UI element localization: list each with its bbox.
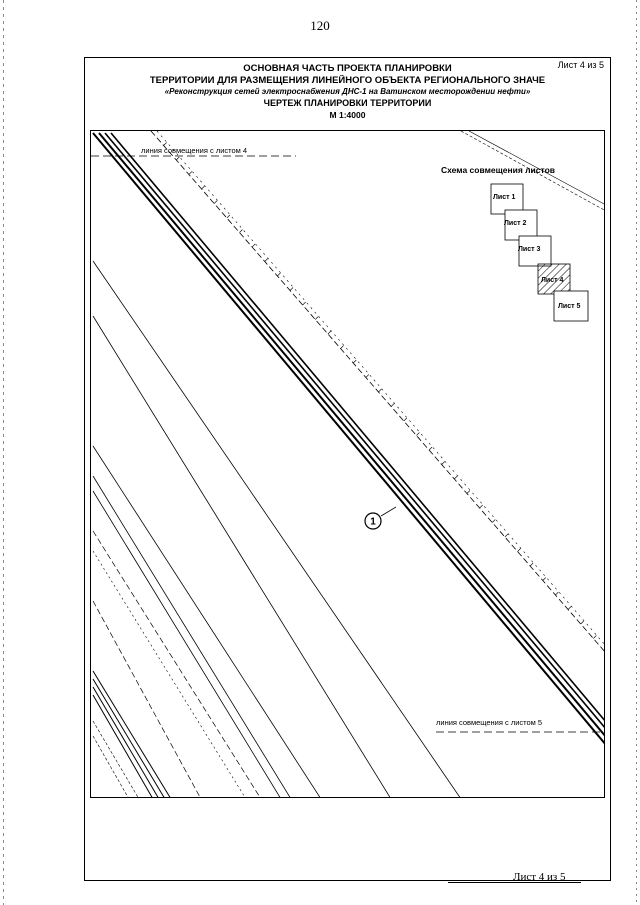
- title-block: [85, 58, 610, 128]
- page-number: 120: [310, 18, 330, 33]
- boundary-tick: [202, 186, 205, 189]
- boundary-tick: [530, 563, 533, 566]
- inset-sheet-4: Лист 4: [541, 277, 564, 284]
- match-line-top: [91, 146, 296, 156]
- boundary-tick: [480, 505, 483, 508]
- title-line-1: ОСНОВНАЯ ЧАСТЬ ПРОЕКТА ПЛАНИРОВКИ: [243, 63, 452, 74]
- project-name: «Реконструкция сетей электроснабжения ДНС-1 на Ватинском месторождении нефти»: [164, 87, 531, 96]
- boundary-tick: [429, 447, 432, 450]
- boundary-tick: [593, 636, 596, 639]
- match-line-bottom: [436, 718, 605, 732]
- boundary-tick: [568, 607, 571, 610]
- boundary-tick: [315, 317, 318, 320]
- match-line-bottom-label: линия совмещения с листом 5: [436, 718, 543, 727]
- sheet-count-bottom: Лист 4 из 5: [513, 871, 566, 883]
- boundary-tick: [290, 288, 293, 291]
- planning-map: [91, 131, 605, 798]
- inset-sheet-3: Лист 3: [518, 246, 541, 253]
- road-lines: [93, 261, 461, 798]
- boundary-tick: [518, 549, 521, 552]
- map-frame: [90, 130, 605, 798]
- callout-number: 1: [370, 516, 376, 528]
- drawing-sheet: [84, 57, 611, 881]
- boundary-tick: [391, 404, 394, 407]
- boundary-tick: [454, 476, 457, 479]
- boundary-tick: [176, 157, 179, 160]
- boundary-tick: [227, 215, 230, 218]
- boundary-lines: [151, 131, 605, 653]
- boundary-tick: [189, 172, 192, 175]
- boundary-tick: [239, 230, 242, 233]
- boundary-tick: [328, 331, 331, 334]
- inset-sheet-1: Лист 1: [493, 194, 516, 201]
- drawing-scale: М 1:4000: [329, 110, 366, 120]
- boundary-tick: [581, 621, 584, 624]
- boundary-tick: [543, 578, 546, 581]
- boundary-tick: [353, 360, 356, 363]
- boundary-tick: [379, 389, 382, 392]
- sheet-layout-inset: [441, 165, 588, 321]
- boundary-tick: [265, 259, 268, 262]
- boundary-tick: [404, 418, 407, 421]
- inset-sheet-5: Лист 5: [558, 303, 581, 310]
- boundary-tick: [214, 201, 217, 204]
- boundary-tick: [492, 520, 495, 523]
- boundary-tick: [341, 346, 344, 349]
- drawing-title: ЧЕРТЕЖ ПЛАНИРОВКИ ТЕРРИТОРИИ: [263, 98, 432, 108]
- boundary-tick: [555, 592, 558, 595]
- inset-title: Схема совмещения листов: [441, 165, 555, 175]
- boundary-tick: [252, 244, 255, 247]
- match-line-top-label: линия совмещения с листом 4: [141, 146, 248, 155]
- inset-sheet-2: Лист 2: [504, 220, 527, 227]
- callout-marker: [365, 507, 396, 529]
- boundary-tick: [366, 375, 369, 378]
- boundary-tick: [277, 273, 280, 276]
- scan-edge-left: [3, 0, 4, 905]
- scan-edge-right: [636, 0, 637, 905]
- title-line-2: ТЕРРИТОРИИ ДЛЯ РАЗМЕЩЕНИЯ ЛИНЕЙНОГО ОБЪЕКТА РЕГИОНАЛЬНОГО ЗНАЧЕ: [149, 75, 546, 86]
- boundary-tick: [442, 462, 445, 465]
- footer-rule: [448, 882, 581, 883]
- boundary-tick: [467, 491, 470, 494]
- boundary-tick: [505, 534, 508, 537]
- boundary-tick: [303, 302, 306, 305]
- boundary-tick: [416, 433, 419, 436]
- sheet-count-top: Лист 4 из 5: [557, 60, 604, 70]
